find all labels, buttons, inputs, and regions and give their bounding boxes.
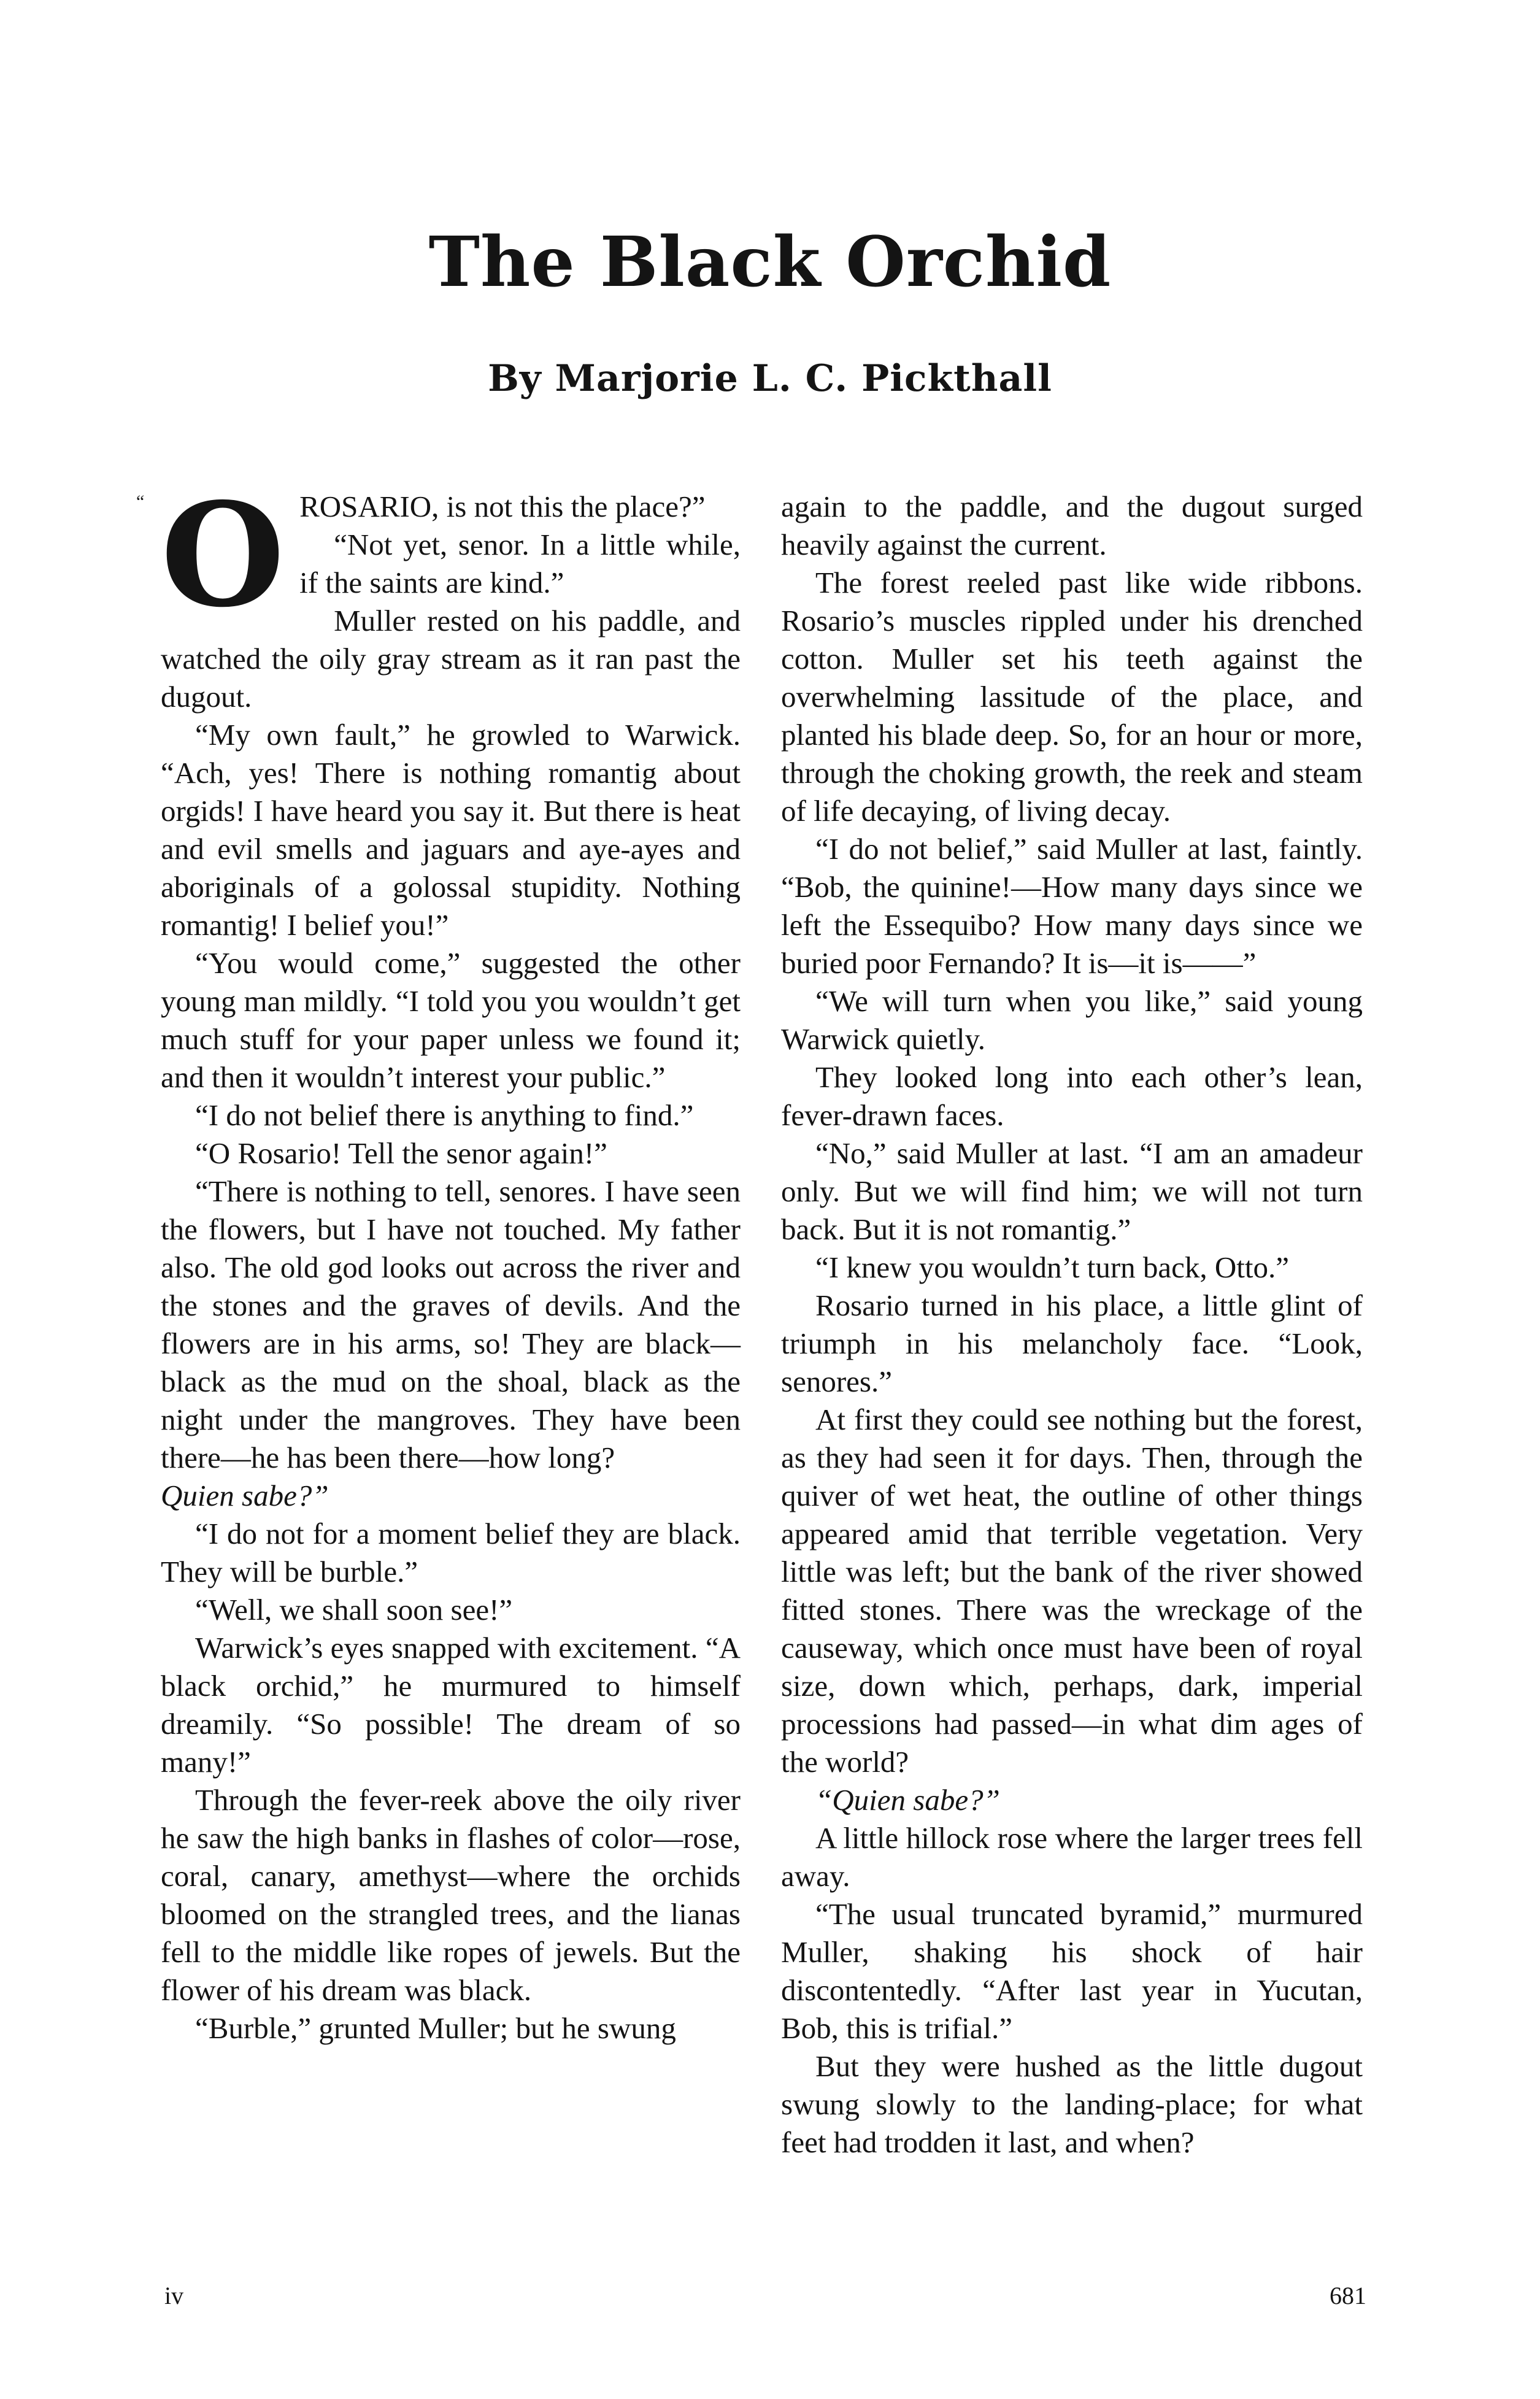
- right-column: [781, 488, 1363, 2255]
- paragraph: “O Rosario! Tell the senor again!”: [195, 1136, 607, 1170]
- paragraph: At first they could see nothing but the forest, as they had seen it for days. Then, through the quiver of wet heat, the outline of other things appeared amid that terrible vegetation. Very little was left; but the bank of the river showed fitted stones. There was the wreckage of the causeway, which once must have been of royal size, down which, perhaps, dark, imperial processions had passed—in what dim ages of the world?: [781, 1403, 1363, 1779]
- left-column: [136, 471, 741, 2255]
- paragraph: Warwick’s eyes snapped with excitement. “A black orchid,” he murmured to himself dreamily. “So possible! The dream of so many!”: [161, 1631, 741, 1779]
- paragraph: “I knew you wouldn’t turn back, Otto.”: [815, 1250, 1290, 1284]
- paragraph: But they were hushed as the little dugout swung slowly to the landing-place; for what feet had trodden it last, and when?: [781, 2049, 1363, 2159]
- paragraph: “I do not for a moment belief they are black. They will be burble.”: [161, 1517, 741, 1588]
- paragraph: again to the paddle, and the dugout surged heavily against the current.: [781, 490, 1363, 561]
- paragraph: “My own fault,” he growled to Warwick. “Ach, yes! There is nothing romantig about orgids! I have heard you say it. But there is heat and evil smells and jaguars and aye-ayes and aboriginals of a golossal stupidity. Nothing romantig! I belief you!”: [161, 718, 741, 942]
- paragraph: “I do not belief there is anything to find.”: [195, 1098, 694, 1132]
- paragraph: “Not yet, senor. In a little while, if the saints are kind.”: [299, 528, 741, 599]
- drop-cap: O: [161, 471, 285, 639]
- paragraph: “I do not belief,” said Muller at last, faintly. “Bob, the quinine!—How many days since we left the Essequibo? How many days since we buried poor Fernando? It is—it is——”: [781, 832, 1363, 980]
- paragraph: “We will turn when you like,” said young Warwick quietly.: [781, 984, 1363, 1056]
- paragraph: Rosario turned in his place, a little glint of triumph in his melancholy face. “Look, senores.”: [781, 1288, 1363, 1398]
- paragraph: A little hillock rose where the larger trees fell away.: [781, 1821, 1363, 1893]
- opening-quote: “: [136, 491, 145, 512]
- opening-line: ROSARIO, is not this the place?”: [299, 490, 706, 523]
- paragraph: “The usual truncated byramid,” murmured Muller, shaking his shock of hair discontentedly. “After last year in Yucutan, Bob, this is trifial.”: [781, 1897, 1363, 2045]
- paragraph: “You would come,” suggested the other young man mildly. “I told you you wouldn’t get much stuff for your paper unless we found it; and then it wouldn’t interest your public.”: [161, 946, 741, 1094]
- page-number-right: 681: [1330, 2282, 1366, 2309]
- paragraph: “Burble,” grunted Muller; but he swung: [195, 2011, 676, 2045]
- article-title: The Black Orchid: [428, 222, 1112, 302]
- italic-line: Quien sabe?”: [161, 1479, 329, 1512]
- paragraph: “There is nothing to tell, senores. I have seen the flowers, but I have not touched. My father also. The old god looks out across the river and the stones and the graves of devils. And the flowers are in his arms, so! They are black—black as the mud on the shoal, black as the night under the mangroves. They have been there—he has been there—how long?: [161, 1174, 741, 1474]
- italic-line: “Quien sabe?”: [815, 1783, 1000, 1817]
- paragraph: They looked long into each other’s lean, fever-drawn faces.: [781, 1060, 1363, 1132]
- paragraph: The forest reeled past like wide ribbons. Rosario’s muscles rippled under his drenched cotton. Muller set his teeth against the overwhelming lassitude of the place, and planted his blade deep. So, for an hour or more, through the choking growth, the reek and steam of life decaying, of living decay.: [781, 566, 1363, 828]
- paragraph: Through the fever-reek above the oily river he saw the high banks in flashes of color—rose, coral, canary, amethyst—where the orchids bloomed on the strangled trees, and the lianas fell to the middle like ropes of jewels. But the flower of his dream was black.: [161, 1783, 741, 2007]
- page-number-left: iv: [164, 2282, 184, 2309]
- paragraph: “Well, we shall soon see!”: [195, 1593, 513, 1627]
- byline: By Marjorie L. C. Pickthall: [488, 357, 1052, 400]
- paragraph: “No,” said Muller at last. “I am an amadeur only. But we will find him; we will not turn back. But it is not romantig.”: [781, 1136, 1363, 1246]
- paragraph: Muller rested on his paddle, and watched the oily gray stream as it ran past the dugout.: [161, 604, 741, 714]
